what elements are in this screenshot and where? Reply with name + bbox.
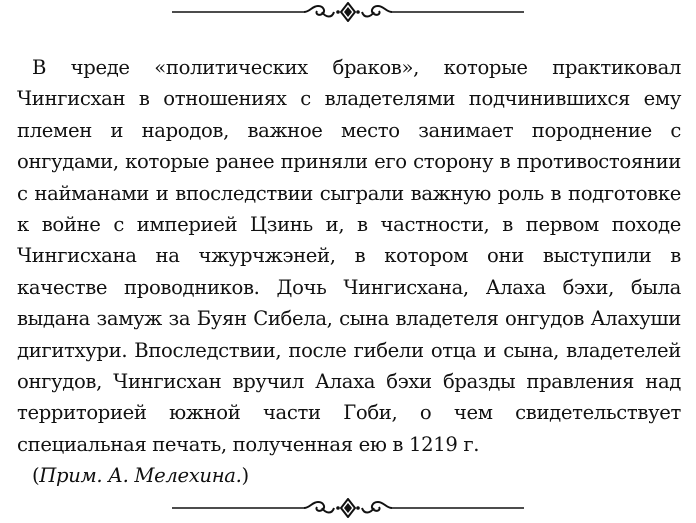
- editor-note: [17, 460, 681, 491]
- note-text: Прим. А. Мелехина.: [39, 464, 242, 488]
- scroll-flourish-icon: [172, 2, 524, 22]
- scroll-flourish-icon: [172, 498, 524, 518]
- note-open-paren: (: [32, 464, 40, 488]
- document-body: [17, 52, 681, 492]
- top-ornament-divider: [172, 2, 524, 22]
- body-paragraph: В чреде «политических браков», которые практиковал Чингисхан в отношениях с владетелями подчинившихся ему племен и народов, важное место занимает породнение с онгудами, которые ранее приняли его сторону в противостоянии с найманами и впоследствии сыграли важную роль в подготовке к войне с империей Цзинь и, в частности, в первом походе Чингисхана на чжурчжэней, в котором они выступили в качестве проводников. Дочь Чингисхана, Алаха бэхи, была выдана замуж за Буян Сибела, сына владетеля онгудов Алахуши дигитхури. Впоследствии, после гибели отца и сына, владетелей онгудов, Чингисхан вручил Алаха бэхи бразды правления над территорией южной части Гоби, о чем свидетельствует специальная печать, полученная ею в 1219 г.: [17, 56, 681, 456]
- note-close-paren: ): [241, 464, 249, 488]
- bottom-ornament-divider: [172, 498, 524, 518]
